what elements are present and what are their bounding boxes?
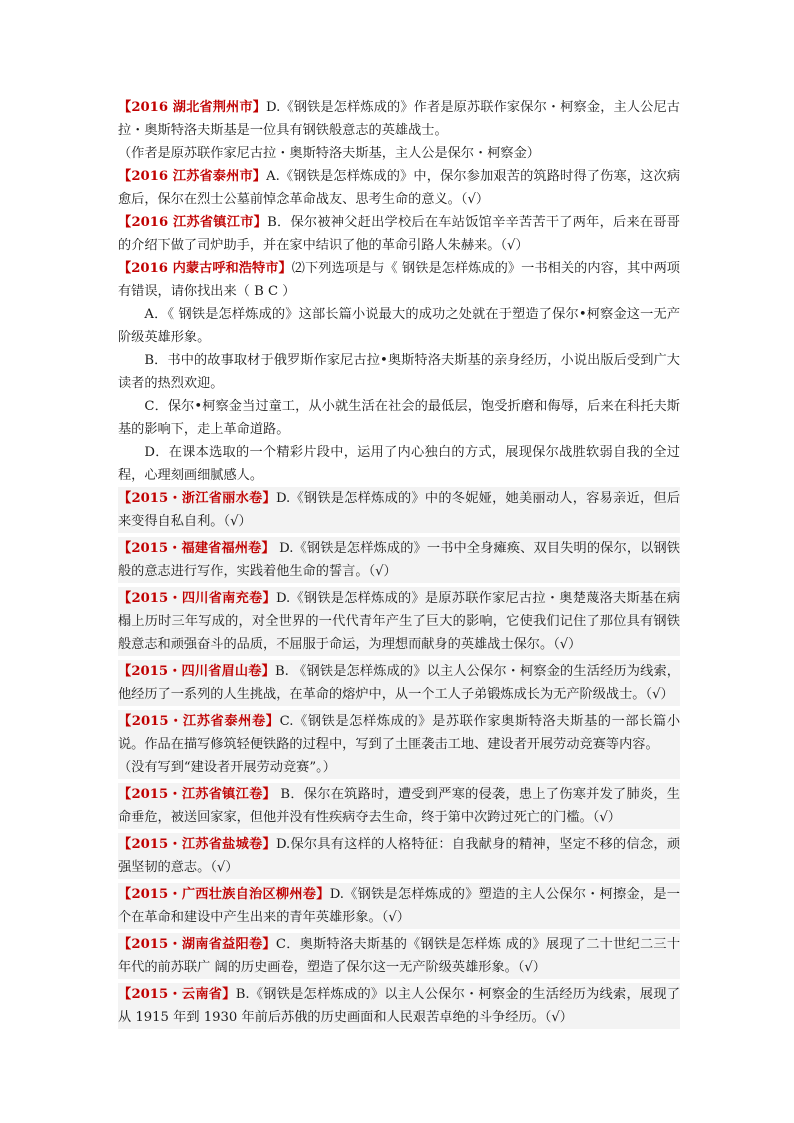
source-tag: 【2016 江苏省泰州市】	[118, 169, 267, 184]
source-tag: 【2015・四川省南充卷】	[118, 591, 276, 606]
entry-2016-zhenjiang	[118, 211, 680, 257]
source-tag: 【2015・江苏省盐城卷】	[118, 837, 276, 852]
option-c: C．保尔•柯察金当过童工，从小就生活在社会的最低层，饱受折磨和侮辱，后来在科托夫斯基的影响下，走上革命道路。	[118, 399, 680, 437]
source-tag: 【2016 湖北省荆州市】	[118, 100, 267, 115]
entry-2015-yancheng	[118, 833, 680, 879]
option-a: A．《 钢铁是怎样炼成的》这部长篇小说最大的成功之处就在于塑造了保尔•柯察金这一无产阶级英雄形象。	[118, 307, 680, 345]
source-tag: 【2015・广西壮族自治区柳州卷】	[118, 887, 330, 902]
option-b: B．书中的故事取材于俄罗斯作家尼古拉•奥斯特洛夫斯基的亲身经历，小说出版后受到广大读者的热烈欢迎。	[118, 353, 680, 391]
source-tag: 【2016 江苏省镇江市】	[118, 215, 268, 230]
entry-text: C.《钢铁是怎样炼成的》是苏联作家奥斯特洛夫斯基的一部长篇小说。作品在描写修筑轻便铁路的过程中，写到了土匪袭击工地、建设者开展劳动竞赛等内容。	[118, 714, 681, 752]
entry-text: B．保尔在筑路时，遭受到严寒的侵袭，患上了伤寒并发了肺炎，生命垂危，被送回家家，但他并没有性疾病夺去生命，终于第中次跨过死亡的门槛。（√）	[118, 787, 680, 825]
source-tag: 【2015・江苏省镇江卷】	[118, 787, 276, 802]
entry-2015-meishan	[118, 660, 680, 706]
source-tag: 【2016 内蒙古呼和浩特市】	[118, 261, 292, 276]
source-tag: 【2015・四川省眉山卷】	[118, 664, 275, 679]
correction-note: （没有写到“建设者开展劳动竞赛”。）	[118, 760, 336, 775]
entry-text: B. 《钢铁是怎样炼成的》以主人公保尔・柯察金的生活经历为线索，他经历了一系列的人生挑战，在革命的熔炉中，从一个工人子弟锻炼成长为无产阶级战士。（√）	[118, 664, 680, 702]
source-tag: 【2015・江苏省泰州卷】	[118, 714, 280, 729]
entry-2016-taizhou	[118, 165, 680, 211]
option-d: D．在课本选取的一个精彩片段中，运用了内心独白的方式，展现保尔战胜软弱自我的全过程，心理刻画细腻感人。	[118, 445, 680, 483]
source-tag: 【2015・福建省福州卷】	[118, 541, 275, 556]
entry-2016-huhehaote	[118, 257, 680, 303]
entry-text: ⑵下列选项是与《 钢铁是怎样炼成的》一书相关的内容，其中两项有错误，请你找出来（ B C ）	[118, 261, 680, 299]
entry-text: D.《钢铁是怎样炼成的》是原苏联作家尼古拉・奥楚蔑洛夫斯基在病榻上历时三年写成的，对全世界的一代代青年产生了巨大的影响，它使我们记住了那位具有钢铁般意志和顽强奋斗的品质，不屈服于命运，为理想而献身的英雄战士保尔。（√）	[118, 591, 681, 652]
entry-2015-taizhou	[118, 710, 680, 779]
entry-2016-jingzhou	[118, 96, 680, 142]
entry-text: A.《钢铁是怎样炼成的》中，保尔参加艰苦的筑路时得了伤寒，这次病愈后，保尔在烈士公墓前悼念革命战友、思考生命的意义。（√）	[118, 169, 681, 207]
source-tag: 【2015・浙江省丽水卷】	[118, 491, 276, 506]
entry-2015-fuzhou	[118, 537, 680, 583]
entry-text: D.《钢铁是怎样炼成的》中的冬妮娅，她美丽动人，容易亲近，但后来变得自私自利。（√）	[118, 491, 681, 529]
entry-2015-nanchong	[118, 587, 680, 656]
document-content	[118, 96, 680, 1033]
correction-note: （作者是原苏联作家尼古拉・奥斯特洛夫斯基，主人公是保尔・柯察金）	[118, 146, 540, 161]
entry-2015-liuzhou	[118, 883, 680, 929]
source-tag: 【2015・云南省】	[118, 987, 236, 1002]
source-tag: 【2015・湖南省益阳卷】	[118, 937, 276, 952]
entry-2015-yiyang	[118, 933, 680, 979]
entry-text: D.《钢铁是怎样炼成的》一书中全身瘫痪、双目失明的保尔，以钢铁般的意志进行写作，实践着他生命的誓言。（√）	[118, 541, 680, 579]
entry-text: B.《钢铁是怎样炼成的》以主人公保尔・柯察金的生活经历为线索，展现了从 1915 年到 1930 年前后苏俄的历史画面和人民艰苦卓绝的斗争经历。（√）	[118, 987, 681, 1025]
entry-text: D.保尔具有这样的人格特征：自我献身的精神，坚定不移的信念，顽强坚韧的意志。（√）	[118, 837, 681, 875]
entry-text: D.《钢铁是怎样炼成的》塑造的主人公保尔・柯擦金，是一个在革命和建设中产生出来的青年英雄形象。（√）	[118, 887, 680, 925]
entry-2015-lishui	[118, 487, 680, 533]
entry-text: B．保尔被神父赶出学校后在车站饭馆辛辛苦苦干了两年，后来在哥哥的介绍下做了司炉助手，并在家中结识了他的革命引路人朱赫来。（√）	[118, 215, 680, 253]
entry-text: D.《钢铁是怎样炼成的》作者是原苏联作家保尔・柯察金，主人公尼古拉・奥斯特洛夫斯基是一位具有钢铁般意志的英雄战士。	[118, 100, 680, 138]
entry-text: C．奥斯特洛夫斯基的《钢铁是怎样炼 成的》展现了二十世纪二三十年代的前苏联广 阔的历史画卷，塑造了保尔这一无产阶级英雄形象。（√）	[118, 937, 681, 975]
entry-2015-zhenjiang	[118, 783, 680, 829]
entry-2015-yunnan	[118, 983, 680, 1029]
